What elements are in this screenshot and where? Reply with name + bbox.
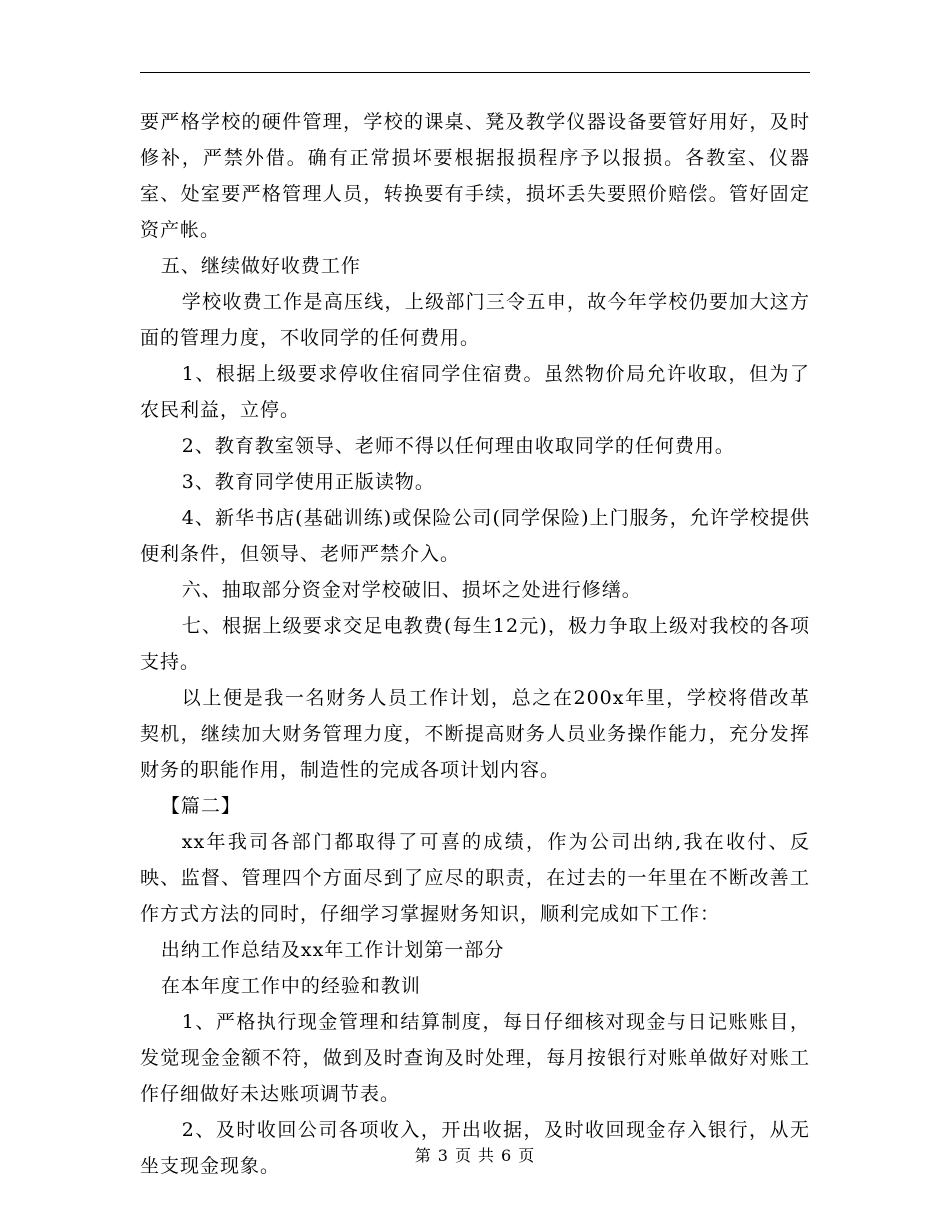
page-footer bbox=[0, 1143, 950, 1166]
paragraph: xx年我司各部门都取得了可喜的成绩，作为公司出纳,我在收付、反映、监督、管理四个方面尽到了应尽的职责，在过去的一年里在不断改善工作方式方法的同时，仔细学习掌握财务知识，顺利完成如下工作： bbox=[140, 831, 810, 925]
header-rule bbox=[140, 72, 810, 73]
footer-page-number: 3 bbox=[437, 1146, 449, 1165]
footer-middle: 页 共 bbox=[454, 1146, 496, 1165]
section-heading: 六、抽取部分资金对学校破旧、损坏之处进行修缮。 bbox=[181, 579, 642, 601]
section-heading: 在本年度工作中的经验和教训 bbox=[160, 975, 421, 997]
footer-prefix: 第 bbox=[414, 1146, 432, 1165]
section-heading: 出纳工作总结及xx年工作计划第一部分 bbox=[160, 939, 505, 961]
section-heading: 七、根据上级要求交足电教费(每生12元)，极力争取上级对我校的各项支持。 bbox=[140, 615, 810, 673]
paragraph: 以上便是我一名财务人员工作计划，总之在200x年里，学校将借改革契机，继续加大财务管理力度，不断提高财务人员业务操作能力，充分发挥财务的职能作用，制造性的完成各项计划内容。 bbox=[140, 687, 810, 781]
chapter-heading: 【篇二】 bbox=[160, 795, 241, 817]
paragraph: 学校收费工作是高压线，上级部门三令五申，故今年学校仍要加大这方面的管理力度，不收同学的任何费用。 bbox=[140, 291, 810, 349]
document-body bbox=[140, 104, 810, 1184]
list-item: 2、及时收回公司各项收入，开出收据，及时收回现金存入银行，从无坐支现金现象。 bbox=[140, 1119, 810, 1177]
list-item: 1、严格执行现金管理和结算制度，每日仔细核对现金与日记账账目，发觉现金金额不符，做到及时查询及时处理，每月按银行对账单做好对账工作仔细做好未达账项调节表。 bbox=[140, 1011, 810, 1105]
footer-suffix: 页 bbox=[518, 1146, 536, 1165]
list-item: 2、教育教室领导、老师不得以任何理由收取同学的任何费用。 bbox=[181, 435, 735, 457]
paragraph: 要严格学校的硬件管理，学校的课桌、凳及教学仪器设备要管好用好，及时修补，严禁外借。确有正常损坏要根据报损程序予以报损。各教室、仪器室、处室要严格管理人员，转换要有手续，损坏丢失要照价赔偿。管好固定资产帐。 bbox=[140, 111, 810, 241]
footer-total-pages: 6 bbox=[501, 1146, 513, 1165]
list-item: 1、根据上级要求停收住宿同学住宿费。虽然物价局允许收取，但为了农民利益，立停。 bbox=[140, 363, 810, 421]
list-item: 4、新华书店(基础训练)或保险公司(同学保险)上门服务，允许学校提供便利条件，但领导、老师严禁介入。 bbox=[140, 507, 810, 565]
list-item: 3、教育同学使用正版读物。 bbox=[181, 471, 435, 493]
section-heading: 五、继续做好收费工作 bbox=[160, 255, 361, 277]
